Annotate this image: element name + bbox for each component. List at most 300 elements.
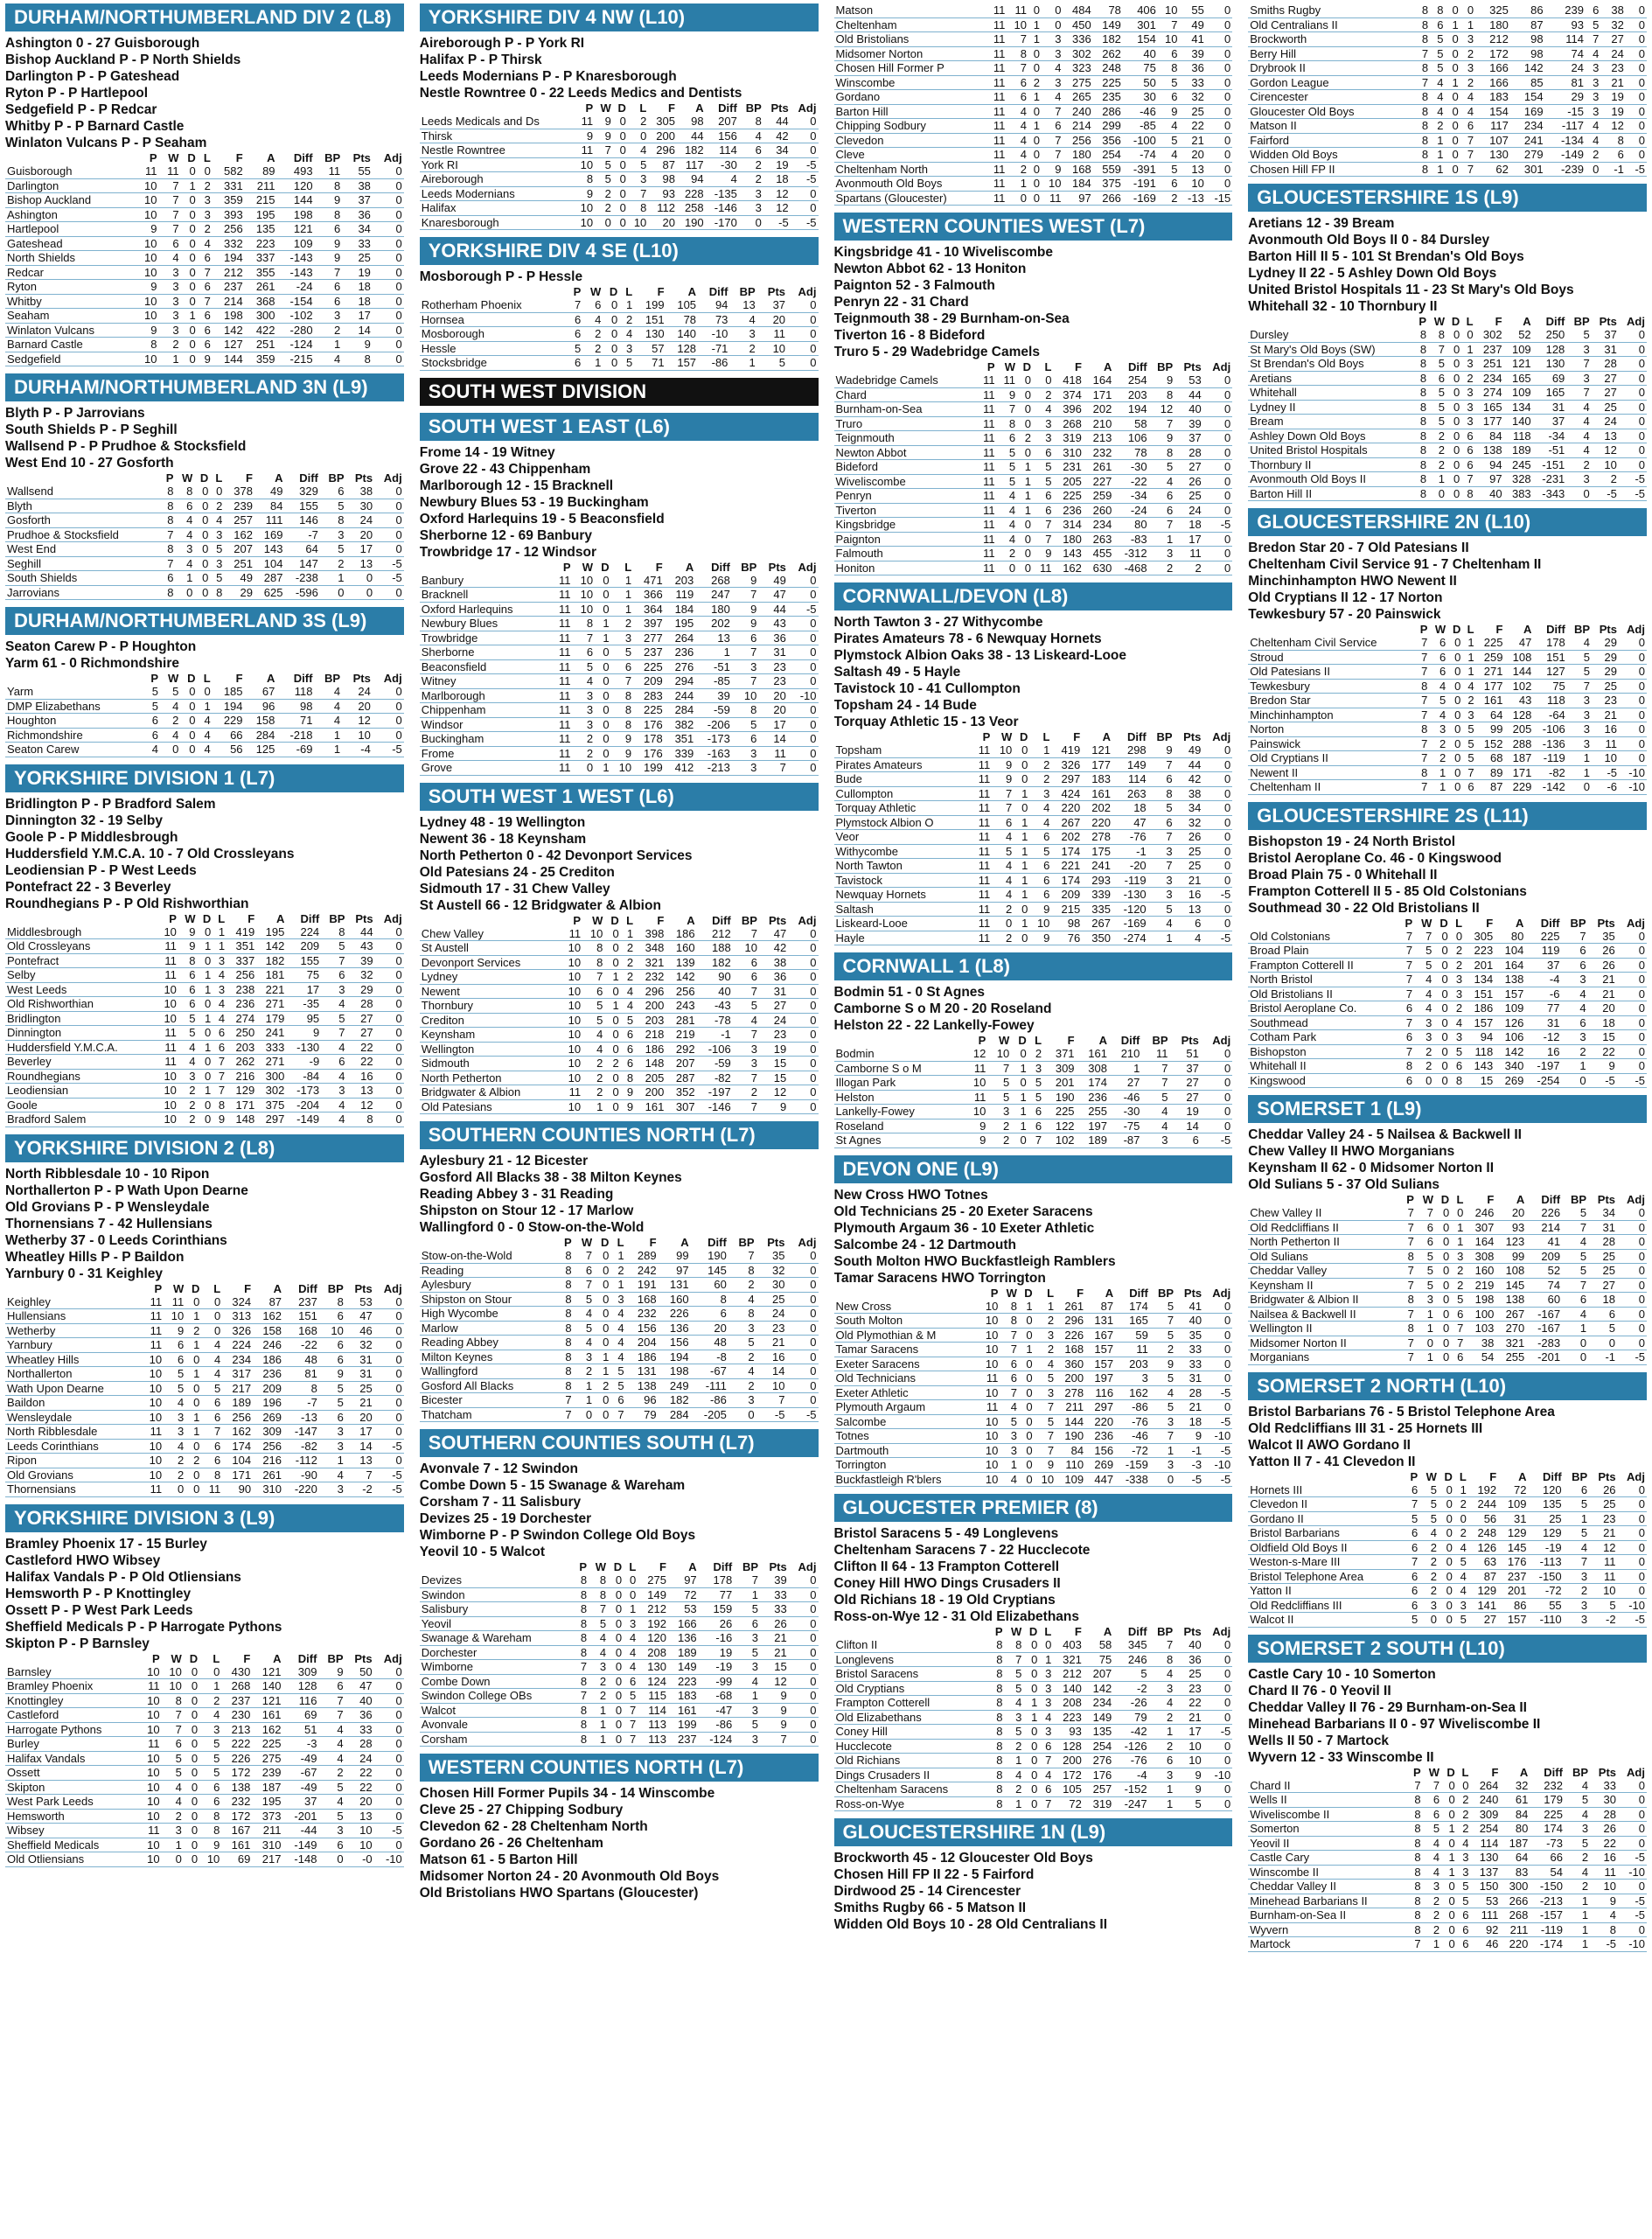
- league-title: GLOUCESTERSHIRE 2S (L11): [1248, 802, 1647, 830]
- team-name: Martock: [1248, 1937, 1408, 1952]
- stat-cell: 0: [1203, 402, 1233, 417]
- stat-cell: 10: [142, 1454, 164, 1468]
- stat-cell: -5: [1201, 1133, 1232, 1148]
- stat-cell: 269: [253, 1410, 283, 1425]
- stat-cell: 5: [1562, 1264, 1588, 1279]
- stat-cell: 25: [1175, 489, 1202, 504]
- stat-cell: 116: [282, 1693, 318, 1708]
- stat-cell: 240: [1471, 1793, 1501, 1808]
- stat-cell: 266: [1500, 1894, 1530, 1908]
- stat-cell: 3: [1460, 61, 1475, 76]
- stat-cell: 1: [595, 617, 611, 631]
- stat-cell: 202: [1051, 830, 1082, 845]
- column-header: A: [1103, 1625, 1112, 1638]
- stat-cell: 0: [1023, 1782, 1039, 1797]
- stat-cell: -149: [1545, 148, 1586, 163]
- stat-cell: 0: [374, 1708, 404, 1723]
- stat-cell: 5: [1033, 474, 1053, 489]
- stat-cell: 1: [594, 1364, 610, 1379]
- stat-cell: 3: [1414, 1030, 1433, 1045]
- stat-cell: 0: [613, 157, 628, 172]
- stat-cell: -1: [1588, 1350, 1617, 1365]
- stat-cell: 1: [1028, 17, 1042, 32]
- table-row: [834, 1061, 1233, 1076]
- table-row: [5, 236, 404, 251]
- stat-cell: 3: [1565, 1822, 1590, 1837]
- team-name: Hemsworth: [5, 1809, 139, 1824]
- stat-cell: 6: [1423, 1807, 1441, 1822]
- stat-cell: 80: [1113, 518, 1148, 533]
- stat-cell: 8: [1408, 1880, 1423, 1894]
- column-header: Adj: [1212, 1625, 1231, 1638]
- team-name: Withycombe: [834, 844, 972, 859]
- team-name: Wallingford: [420, 1364, 558, 1379]
- league-title: GLOUCESTERSHIRE 2N (L10): [1248, 508, 1647, 536]
- stat-cell: 3: [729, 327, 756, 342]
- stat-cell: 6: [1399, 1073, 1414, 1088]
- stat-cell: 178: [699, 1573, 735, 1587]
- table-header: [834, 1034, 1233, 1047]
- stat-cell: 10: [136, 309, 158, 324]
- stat-cell: 32: [756, 1263, 787, 1278]
- stat-cell: 1: [1149, 1782, 1175, 1797]
- column-header: BP: [1570, 916, 1586, 930]
- stat-cell: 8: [1401, 1249, 1416, 1264]
- stat-cell: 3: [733, 1042, 759, 1057]
- stat-cell: 5: [1567, 650, 1592, 665]
- stat-cell: 225: [1525, 930, 1561, 944]
- stat-cell: 13: [1179, 162, 1205, 177]
- standings-table: [420, 561, 819, 776]
- stat-cell: 174: [1115, 1300, 1150, 1314]
- stat-cell: 0: [374, 1425, 404, 1440]
- stat-cell: 2: [160, 714, 180, 729]
- stat-cell: 4: [321, 997, 346, 1012]
- stat-cell: 6: [1423, 1793, 1441, 1808]
- stat-cell: 0: [346, 571, 375, 586]
- stat-cell: 6: [1416, 1220, 1435, 1235]
- stat-cell: 0: [791, 201, 819, 216]
- stat-cell: 0: [199, 1665, 221, 1679]
- stat-cell: 302: [256, 1084, 286, 1099]
- table-row: [834, 1796, 1233, 1811]
- stat-cell: 0: [1201, 1061, 1232, 1076]
- stat-cell: 5: [728, 1336, 756, 1350]
- stat-cell: 209: [286, 939, 321, 954]
- column-header: L: [1456, 1193, 1464, 1206]
- stat-cell: 6: [178, 968, 198, 983]
- team-name: Roundhegians: [5, 1069, 157, 1084]
- stat-cell: 93: [1545, 17, 1586, 32]
- stat-cell: -280: [277, 323, 315, 338]
- team-name: St Austell: [420, 941, 561, 956]
- stat-cell: 4: [144, 743, 160, 757]
- stat-cell: 5: [1430, 61, 1445, 76]
- stat-cell: 8: [575, 172, 595, 187]
- stat-cell: 214: [1526, 1220, 1562, 1235]
- table-header: [5, 1282, 404, 1295]
- stat-cell: 27: [1600, 32, 1626, 47]
- stat-cell: 7: [1401, 1264, 1416, 1279]
- team-name: Old Elizabethans: [834, 1710, 990, 1725]
- stat-cell: 281: [666, 1013, 696, 1028]
- stat-cell: 11: [986, 104, 1007, 119]
- stat-cell: 10: [142, 1381, 164, 1396]
- stat-cell: 8: [611, 717, 634, 732]
- table-row: [5, 1780, 404, 1795]
- table-row: [5, 1381, 404, 1396]
- stat-cell: 181: [256, 968, 286, 983]
- stat-cell: 6: [1429, 665, 1447, 680]
- match-result: Ryton P - P Hartlepool: [5, 86, 149, 101]
- stat-cell: 1: [1562, 1322, 1588, 1336]
- stat-cell: 6: [318, 1679, 345, 1694]
- stat-cell: -10: [374, 1852, 404, 1867]
- table-row: [1248, 1293, 1647, 1308]
- stat-cell: 0: [608, 1732, 624, 1747]
- team-name: Painswick: [1248, 736, 1415, 751]
- team-name: North Petherton: [420, 1071, 561, 1085]
- column-header: D: [610, 913, 619, 927]
- stat-cell: 6: [198, 338, 213, 352]
- team-name: Guisborough: [5, 164, 136, 178]
- table-header: [834, 1287, 1233, 1300]
- stat-cell: 2: [604, 1057, 620, 1071]
- stat-cell: 7: [1451, 1322, 1465, 1336]
- stat-cell: 31: [759, 984, 788, 999]
- table-row: [1248, 765, 1647, 780]
- stat-cell: 0: [1617, 1307, 1647, 1322]
- stat-cell: 2: [178, 1084, 198, 1099]
- stat-cell: 19: [342, 265, 373, 280]
- stat-cell: 9: [1588, 1059, 1617, 1074]
- stat-cell: 11: [157, 1040, 178, 1055]
- stat-cell: 234: [1084, 1696, 1113, 1711]
- stat-cell: 0: [198, 1098, 213, 1113]
- stat-cell: 4: [314, 714, 342, 729]
- stat-cell: 6: [1600, 148, 1626, 163]
- stat-cell: 29: [1545, 90, 1586, 105]
- stat-cell: 3: [732, 746, 759, 761]
- stat-cell: 2: [1158, 191, 1180, 206]
- stat-cell: 0: [1617, 1044, 1647, 1059]
- stat-cell: 3: [1148, 873, 1175, 888]
- stat-cell: 4: [1566, 429, 1591, 443]
- stat-cell: 192: [638, 1616, 668, 1631]
- stat-cell: 297: [1051, 772, 1082, 787]
- stat-cell: 2: [1460, 75, 1475, 90]
- stat-cell: 25: [1588, 1249, 1617, 1264]
- stat-cell: 6: [164, 1338, 185, 1353]
- stat-cell: 212: [697, 927, 733, 941]
- stat-cell: 8: [989, 1739, 1004, 1754]
- stat-cell: 8: [739, 115, 763, 129]
- team-name: Whitby: [5, 294, 136, 309]
- stat-cell: 11: [551, 645, 572, 660]
- stat-cell: 8: [1149, 387, 1175, 402]
- match-result: Reading Abbey 3 - 31 Reading: [419, 1187, 614, 1202]
- stat-cell: 74: [1526, 1278, 1562, 1293]
- stat-cell: 0: [1445, 3, 1460, 17]
- table-row: [420, 1660, 819, 1675]
- table-row: [1248, 736, 1647, 751]
- stat-cell: 10: [139, 1852, 161, 1867]
- team-name: Sherborne: [420, 645, 552, 660]
- match-result: Truro 5 - 29 Wadebridge Camels: [833, 345, 1040, 359]
- match-result: Salcombe 24 - 12 Dartmouth: [833, 1237, 1016, 1252]
- stat-cell: 207: [666, 1057, 696, 1071]
- stat-cell: 0: [1206, 32, 1232, 47]
- stat-cell: 43: [1504, 694, 1533, 708]
- stat-cell: 8: [989, 1667, 1004, 1682]
- stat-cell: 11: [986, 90, 1007, 105]
- team-name: Hullensians: [5, 1309, 142, 1324]
- stat-cell: 7: [624, 1703, 638, 1718]
- stat-cell: 0: [374, 1352, 404, 1367]
- column-header: P: [1418, 315, 1427, 328]
- league-title: SOMERSET 1 (L9): [1248, 1095, 1647, 1123]
- stat-cell: -5: [1618, 1894, 1647, 1908]
- table-row: [1248, 1540, 1647, 1555]
- table-row: [5, 982, 404, 997]
- stat-cell: 8: [1414, 328, 1428, 342]
- stat-cell: 37: [1592, 328, 1619, 342]
- column-header: F: [1495, 623, 1503, 636]
- team-name: Bodmin: [834, 1047, 965, 1061]
- stat-cell: 296: [648, 143, 677, 158]
- stat-cell: 2: [1035, 1343, 1056, 1357]
- stat-cell: 0: [175, 585, 194, 600]
- stat-cell: 0: [1626, 32, 1647, 47]
- stat-cell: -106: [697, 1042, 733, 1057]
- table-row: [420, 143, 819, 158]
- stat-cell: 7: [1149, 416, 1175, 431]
- column-header: D: [1022, 360, 1031, 373]
- stat-cell: 8: [1149, 1652, 1175, 1667]
- stat-cell: -4: [1113, 1768, 1148, 1782]
- stat-cell: 131: [1085, 1314, 1115, 1329]
- table-row: [834, 1328, 1233, 1343]
- stat-cell: 0: [184, 1780, 199, 1795]
- stat-cell: 6: [1148, 815, 1175, 830]
- table-row: [1248, 1206, 1647, 1220]
- team-name: St Agnes: [834, 1133, 965, 1148]
- stat-cell: 242: [626, 1263, 659, 1278]
- stat-cell: 200: [1053, 1754, 1083, 1768]
- stat-cell: 111: [1471, 1908, 1501, 1923]
- stat-cell: 4: [213, 1011, 227, 1026]
- stat-cell: 6: [567, 312, 582, 327]
- stat-cell: 166: [1475, 61, 1510, 76]
- table-header: [420, 101, 819, 115]
- stat-cell: 6: [158, 236, 180, 251]
- table-row: [1248, 1030, 1647, 1045]
- team-name: Walcot II: [1248, 1613, 1405, 1628]
- stat-cell: 217: [252, 1852, 282, 1867]
- stat-cell: 158: [253, 1323, 283, 1338]
- stat-cell: 189: [1077, 1133, 1109, 1148]
- table-header: [1248, 1193, 1647, 1206]
- stat-cell: 297: [1085, 1400, 1115, 1415]
- match-result: Minchinhampton HWO Newent II: [1248, 574, 1457, 589]
- team-name: Trowbridge: [420, 631, 552, 645]
- column-header: Diff: [708, 285, 728, 298]
- stat-cell: -169: [1112, 917, 1148, 931]
- stat-cell: -5: [1619, 472, 1647, 487]
- table-row: [420, 732, 819, 747]
- match-result: North Tawton 3 - 27 Withycombe: [833, 615, 1043, 630]
- stat-cell: 0: [1617, 1220, 1647, 1235]
- stat-cell: 7: [1566, 386, 1591, 401]
- stat-cell: 0: [198, 953, 213, 968]
- stat-cell: 0: [613, 143, 628, 158]
- stat-cell: 7: [734, 1573, 760, 1587]
- team-name: Seaton Carew: [5, 743, 144, 757]
- team-name: Dartmouth: [834, 1443, 979, 1458]
- stat-cell: 215: [245, 193, 277, 208]
- stat-cell: 10: [164, 1309, 185, 1324]
- stat-cell: 0: [373, 352, 404, 366]
- stat-cell: 0: [194, 499, 210, 513]
- match-result: New Cross HWO Totnes: [833, 1187, 988, 1203]
- table-header: [834, 360, 1233, 373]
- stat-cell: 144: [213, 352, 245, 366]
- stat-cell: 2: [1029, 757, 1051, 772]
- stat-cell: 7: [557, 1407, 573, 1422]
- stat-cell: 198: [659, 1364, 691, 1379]
- stat-cell: 225: [1043, 1105, 1076, 1120]
- stat-cell: 10: [345, 1824, 374, 1838]
- stat-cell: 15: [759, 1071, 788, 1085]
- stat-cell: 6: [1028, 1119, 1043, 1133]
- column-header: P: [165, 471, 174, 485]
- stat-cell: 254: [1093, 148, 1123, 163]
- stat-cell: 1: [1445, 17, 1460, 32]
- stat-cell: 7: [158, 193, 180, 208]
- stat-cell: 11: [976, 445, 996, 460]
- column-header: [1248, 917, 1399, 930]
- stat-cell: 0: [1586, 162, 1600, 177]
- stat-cell: 27: [1170, 1090, 1201, 1105]
- stat-cell: -10: [1203, 1768, 1233, 1782]
- stat-cell: 7: [1401, 1307, 1416, 1322]
- stat-cell: 4: [1000, 1400, 1019, 1415]
- stat-cell: 256: [666, 984, 696, 999]
- stat-cell: -3: [1175, 1458, 1203, 1473]
- stat-cell: 5: [733, 999, 759, 1014]
- stat-cell: 4: [1567, 636, 1592, 650]
- match-result: Pontefract 22 - 3 Beverley: [5, 879, 171, 895]
- stat-cell: 8: [315, 207, 343, 222]
- stat-cell: 351: [227, 939, 256, 954]
- stat-cell: 1: [1416, 1322, 1435, 1336]
- stat-cell: 0: [1433, 958, 1449, 973]
- table-row: [1248, 133, 1647, 148]
- stat-cell: 31: [1498, 1511, 1528, 1526]
- stat-cell: 194: [213, 251, 245, 266]
- stat-cell: 75: [1123, 61, 1158, 76]
- league-title: YORKSHIRE DIV 4 NW (L10): [420, 3, 819, 31]
- stat-cell: 5: [321, 1011, 346, 1026]
- stat-cell: 156: [1085, 1443, 1115, 1458]
- stat-cell: -231: [1533, 472, 1567, 487]
- column-header: [1248, 623, 1415, 636]
- stat-cell: 148: [227, 1113, 256, 1127]
- stat-cell: 0: [992, 917, 1014, 931]
- stat-cell: 3: [1567, 736, 1592, 751]
- column-header: L: [639, 101, 647, 115]
- stat-cell: 8: [210, 585, 224, 600]
- stat-cell: 5: [1430, 32, 1445, 47]
- team-name: Huddersfield Y.M.C.A.: [5, 1040, 157, 1055]
- stat-cell: 11: [551, 631, 572, 645]
- stat-cell: 5: [178, 1011, 198, 1026]
- stat-cell: 8: [1414, 371, 1428, 386]
- stat-cell: 7: [160, 527, 175, 542]
- stat-cell: 0: [373, 728, 404, 743]
- stat-cell: 11: [976, 503, 996, 518]
- stat-cell: 22: [345, 1766, 374, 1781]
- stat-cell: 3: [1039, 1681, 1053, 1696]
- stat-cell: 3: [1566, 342, 1591, 357]
- table-row: [1248, 751, 1647, 766]
- stat-cell: 5: [1028, 1076, 1043, 1091]
- stat-cell: 210: [1084, 416, 1113, 431]
- stat-cell: 9: [595, 129, 613, 143]
- stat-cell: 9: [1150, 1357, 1175, 1371]
- stat-cell: 75: [1084, 1652, 1113, 1667]
- stat-cell: 161: [1082, 786, 1112, 801]
- match-result: Avonmouth Old Boys II 0 - 84 Dursley: [1248, 233, 1490, 248]
- stat-cell: 157: [1464, 1015, 1495, 1030]
- team-name: Seaham: [5, 309, 136, 324]
- stat-cell: 0: [595, 659, 611, 674]
- stat-cell: 177: [1476, 679, 1505, 694]
- stat-cell: 0: [184, 1751, 199, 1766]
- stat-cell: 278: [1056, 1385, 1085, 1400]
- stat-cell: -10: [1619, 780, 1647, 795]
- stat-cell: 156: [706, 129, 739, 143]
- match-result: Teignmouth 38 - 29 Burnham-on-Sea: [833, 311, 1070, 326]
- stat-cell: 6: [175, 499, 194, 513]
- stat-cell: 1: [185, 1410, 201, 1425]
- stat-cell: 203: [665, 574, 696, 588]
- stat-cell: -238: [285, 571, 320, 586]
- stat-cell: 0: [1033, 373, 1053, 387]
- stat-cell: 333: [256, 1040, 286, 1055]
- team-name: Avonmouth Old Boys: [834, 177, 987, 192]
- stat-cell: 1: [320, 571, 346, 586]
- team-name: Dinnington: [5, 1026, 157, 1041]
- stat-cell: 0: [1203, 1696, 1233, 1711]
- stat-cell: -72: [1115, 1443, 1150, 1458]
- match-result: Thornensians 7 - 42 Hullensians: [5, 1216, 213, 1231]
- team-name: Gordano II: [1248, 1511, 1405, 1526]
- stat-cell: 0: [1206, 3, 1232, 17]
- stat-cell: 211: [252, 1824, 282, 1838]
- stat-cell: 34: [763, 143, 791, 158]
- stat-cell: -111: [691, 1378, 728, 1393]
- stat-cell: 0: [201, 1295, 222, 1309]
- stat-cell: 8: [1408, 1865, 1423, 1880]
- stat-cell: 10: [136, 294, 158, 309]
- stat-cell: 7: [728, 1249, 756, 1263]
- league-title: SOMERSET 2 SOUTH (L10): [1248, 1635, 1647, 1663]
- stat-cell: -150: [1529, 1569, 1564, 1584]
- team-name: Buckingham: [420, 732, 552, 747]
- stat-cell: 0: [185, 1381, 201, 1396]
- stat-cell: 0: [787, 341, 818, 356]
